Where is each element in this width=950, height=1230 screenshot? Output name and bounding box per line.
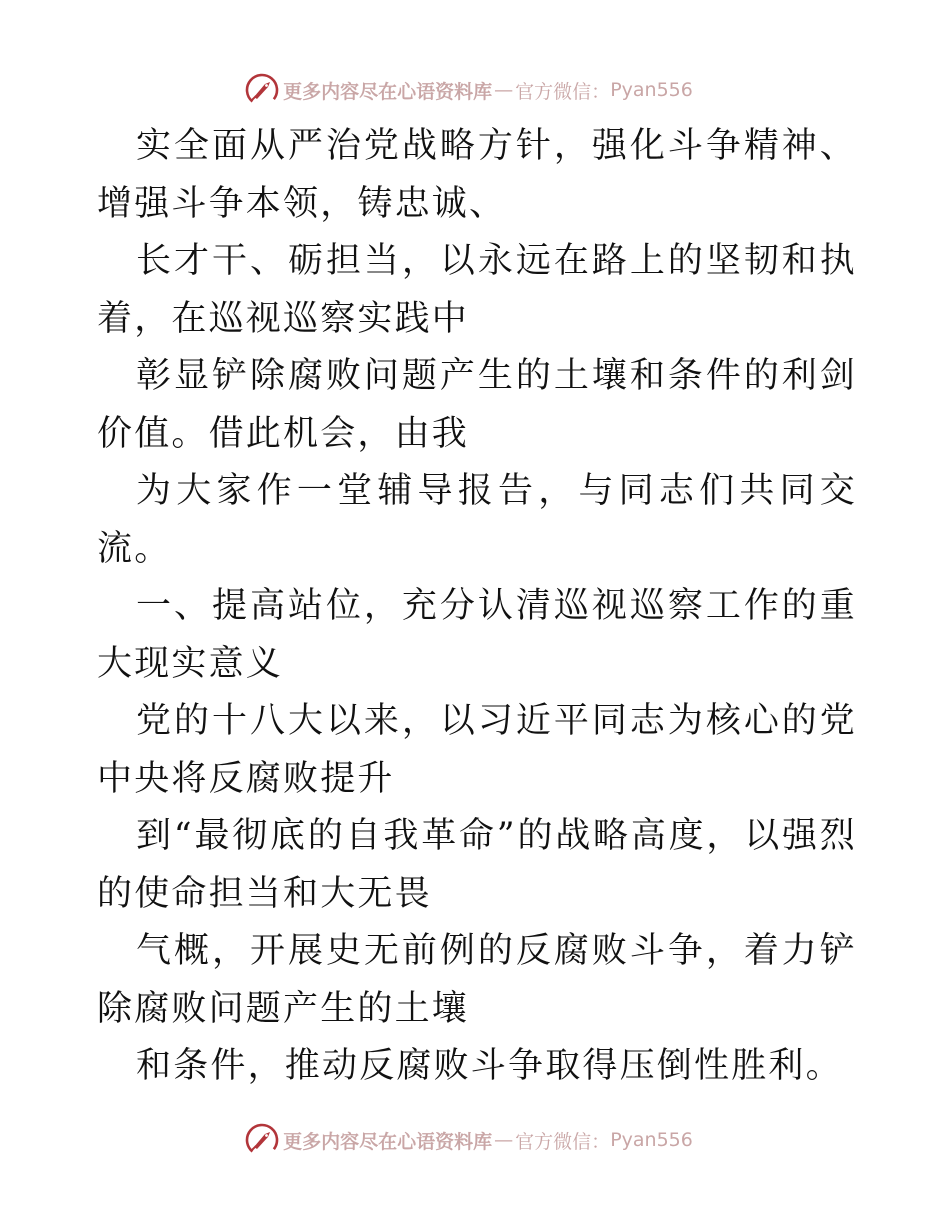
- paragraph: 气概，开展史无前例的反腐败斗争，着力铲除腐败问题产生的土壤: [97, 931, 857, 1029]
- header-banner-dash: —: [494, 79, 514, 101]
- paragraph: 和条件，推动反腐败斗争取得压倒性胜利。: [136, 1046, 843, 1086]
- footer-banner-title: 更多内容尽在心语资料库: [283, 1130, 493, 1153]
- paragraph: 长才干、砺担当，以永远在路上的坚韧和执着，在巡视巡察实践中: [97, 241, 857, 339]
- header-banner-title: 更多内容尽在心语资料库: [283, 80, 493, 103]
- paragraph: 到“最彻底的自我革命”的战略高度，以强烈的使命担当和大无畏: [97, 816, 857, 914]
- paragraph: 实全面从严治党战略方针，强化斗争精神、增强斗争本领，铸忠诚、: [97, 126, 857, 224]
- pen-nib-logo-icon: [245, 73, 279, 107]
- footer-banner-dash: —: [494, 1129, 514, 1151]
- section-heading: 一、提高站位，充分认清巡视巡察工作的重大现实意义: [97, 586, 857, 684]
- footer-banner: [0, 1120, 950, 1160]
- pen-nib-logo-icon: [245, 1123, 279, 1157]
- footer-banner-inner: [245, 1123, 693, 1157]
- header-banner: [0, 70, 950, 110]
- paragraph: 党的十八大以来，以习近平同志为核心的党中央将反腐败提升: [97, 701, 857, 799]
- header-banner-inner: [245, 73, 693, 107]
- paragraph: 为大家作一堂辅导报告，与同志们共同交流。: [97, 471, 857, 569]
- footer-banner-wechat-label: 官方微信：: [515, 1130, 611, 1153]
- header-banner-wechat-id: Pyan556: [610, 79, 693, 101]
- paragraph: 彰显铲除腐败问题产生的土壤和条件的利剑价值。借此机会，由我: [97, 356, 857, 454]
- footer-banner-wechat-id: Pyan556: [610, 1129, 693, 1151]
- document-body: [97, 118, 857, 1096]
- header-banner-wechat-label: 官方微信：: [515, 80, 611, 103]
